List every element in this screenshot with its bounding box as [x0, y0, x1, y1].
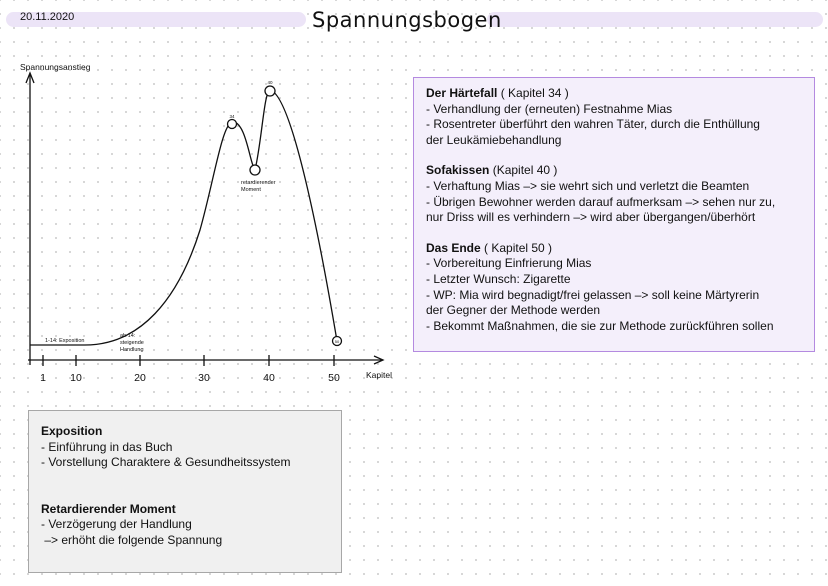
- note-line: - Verzögerung der Handlung: [41, 517, 192, 532]
- section-title: Der Härtefall: [426, 86, 498, 100]
- date-label: 20.11.2020: [20, 11, 75, 23]
- end-mark-label-50: 50: [334, 339, 340, 344]
- section-chapter: (Kapitel 40 ): [489, 163, 558, 178]
- note-line: - Vorstellung Charaktere & Gesundheitssystem: [41, 455, 291, 470]
- tick-label-30: 30: [198, 372, 210, 384]
- tension-curve: [30, 90, 337, 345]
- note-line: - Verhaftung Mias –> sie wehrt sich und verletzt die Beamten: [426, 178, 750, 193]
- note-line: –> erhöht die folgende Spannung: [41, 532, 223, 547]
- section-das-ende: [426, 241, 814, 335]
- note-line: der Gegner der Methode werden: [426, 303, 601, 318]
- section-chapter: ( Kapitel 50 ): [480, 240, 553, 255]
- peak-marker-40: [265, 86, 275, 96]
- section-title: Exposition: [41, 424, 103, 438]
- note-line: - Bekommt Maßnahmen, die sie zur Methode zurückführen sollen: [426, 318, 774, 333]
- note-line: - Vorbereitung Einfrierung Mias: [426, 256, 592, 271]
- tick-label-10: 10: [70, 372, 82, 384]
- section-retardierender-moment: [41, 502, 341, 549]
- annotation-rising-2: steigende: [120, 340, 144, 346]
- note-line: - Letzter Wunsch: Zigarette: [426, 271, 571, 286]
- section-title: Das Ende: [426, 240, 481, 255]
- note-line: - Verhandlung der (erneuten) Festnahme Mias: [426, 101, 673, 116]
- annotation-retard-1: retardierender: [241, 180, 276, 186]
- section-haertefall: [426, 86, 814, 148]
- annotation-rising-3: Handlung: [120, 347, 144, 353]
- note-line: der Leukämiebehandlung: [426, 132, 562, 147]
- section-chapter: ( Kapitel 34 ): [497, 86, 569, 100]
- y-axis-label: Spannungsanstieg: [20, 62, 91, 72]
- note-line: - Rosentreter überführt den wahren Täter, durch die Enthüllung: [426, 117, 760, 132]
- section-exposition: [41, 424, 341, 471]
- annotation-exposition: 1-14: Exposition: [45, 338, 85, 344]
- section-heading: [426, 163, 814, 179]
- section-title: Sofakissen: [426, 163, 490, 178]
- section-title: Retardierender Moment: [41, 501, 176, 516]
- section-sofakissen: [426, 163, 814, 225]
- note-line: - WP: Mia wird begnadigt/frei gelassen –> soll keine Märtyrerin: [426, 287, 760, 302]
- tick-label-50: 50: [328, 372, 340, 384]
- page-title: Spannungsbogen: [312, 8, 502, 32]
- annotation-rising-1: ab 14:: [120, 333, 136, 339]
- annotation-retard-2: Moment: [241, 187, 261, 193]
- tick-label-1: 1: [40, 372, 46, 384]
- section-heading: [426, 86, 814, 102]
- chapter-notes-box: [413, 77, 815, 352]
- tick-label-20: 20: [134, 372, 146, 384]
- retard-marker: [250, 165, 260, 175]
- terms-notes-box: [28, 410, 342, 573]
- section-heading: [426, 241, 814, 257]
- note-line: nur Driss will es verhindern –> wird aber übergangen/überhört: [426, 210, 756, 225]
- peak-marker-34: [228, 120, 237, 129]
- x-axis-label: Kapitel: [366, 370, 392, 380]
- note-line: - Einführung in das Buch: [41, 439, 173, 454]
- peak-mark-label-34: 34: [229, 114, 235, 119]
- peak-mark-label-40: 40: [267, 80, 273, 85]
- note-line: - Übrigen Bewohner werden darauf aufmerksam –> sehen nur zu,: [426, 194, 776, 209]
- tick-label-40: 40: [263, 372, 275, 384]
